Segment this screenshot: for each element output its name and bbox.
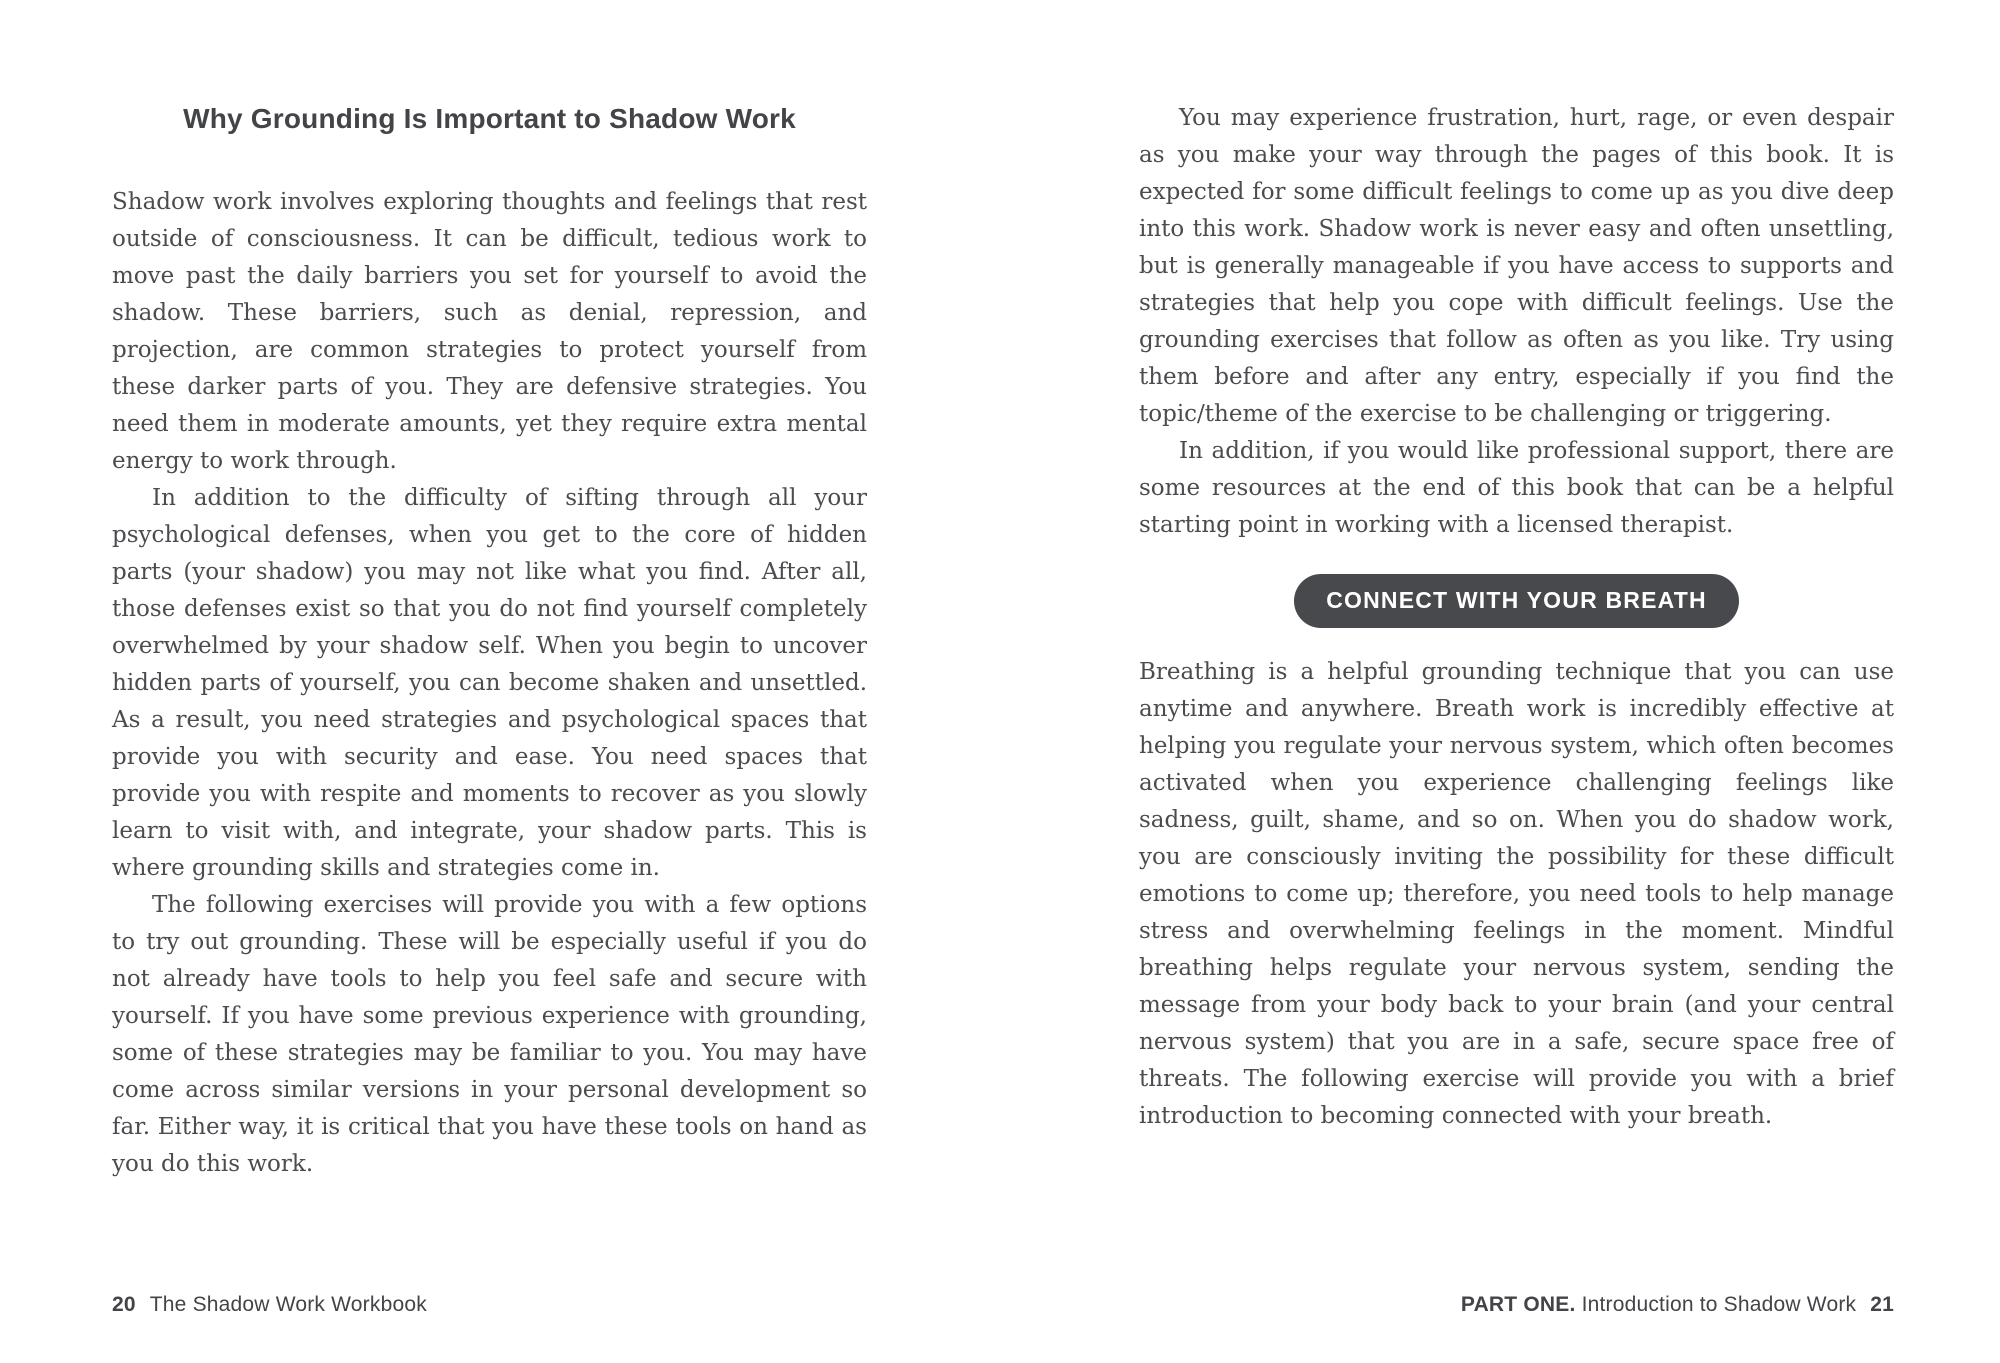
exercise-title-badge: CONNECT WITH YOUR BREATH: [1294, 574, 1739, 628]
page-footer-left: [112, 1293, 427, 1317]
page-right-content: [1000, 0, 2000, 1135]
page-number: 20: [112, 1293, 136, 1316]
section-title: Introduction to Shadow Work: [1581, 1293, 1857, 1316]
body-paragraph: In addition, if you would like professional support, there are some resources at the end of this book that can be a helpful starting point in working with a licensed therapist.: [1139, 438, 1894, 538]
body-paragraph: Shadow work involves exploring thoughts and feelings that rest outside of consciousness. It can be difficult, tedious work to move past the daily barriers you set for yourself to avoid the shadow. These barriers, such as denial, repression, and projection, are common strategies to protect yourself from these darker parts of you. They are defensive strategies. You need them in moderate amounts, yet they require extra mental energy to work through.: [112, 189, 867, 474]
page-footer-right: [1461, 1293, 1894, 1317]
page-right: [1000, 0, 2000, 1363]
body-paragraph: The following exercises will provide you with a few options to try out grounding. These will be especially useful if you do not already have tools to help you feel safe and secure with yourself. If you have some previous experience with grounding, some of these strategies may be familiar to you. You may have come across similar versions in your personal development so far. Either way, it is critical that you have these tools on hand as you do this work.: [112, 892, 867, 1177]
page-left-content: [0, 0, 1000, 1183]
book-title: The Shadow Work Workbook: [149, 1293, 427, 1316]
page-number: 21: [1870, 1293, 1894, 1316]
badge-row: [1139, 574, 1894, 628]
body-paragraph: In addition to the difficulty of sifting through all your psychological defenses, when you get to the core of hidden parts (your shadow) you may not like what you find. After all, those defenses exist so that you do not find yourself completely overwhelmed by your shadow self. When you begin to uncover hidden parts of yourself, you can become shaken and unsettled. As a result, you need strategies and psychological spaces that provide you with security and ease. You need spaces that provide you with respite and moments to recover as you slowly learn to visit with, and integrate, your shadow parts. This is where grounding skills and strategies come in.: [112, 485, 867, 881]
body-paragraph: Breathing is a helpful grounding technique that you can use anytime and anywhere. Breath work is incredibly effective at helping you regulate your nervous system, which often becomes activated when you experience challenging feelings like sadness, guilt, shame, and so on. When you do shadow work, you are consciously inviting the possibility for these difficult emotions to come up; therefore, you need tools to help manage stress and overwhelming feelings in the moment. Mindful breathing helps regulate your nervous system, sending the message from your body back to your brain (and your central nervous system) that you are in a safe, secure space free of threats. The following exercise will provide you with a brief introduction to becoming connected with your breath.: [1139, 659, 1894, 1129]
part-label: PART ONE.: [1460, 1293, 1576, 1316]
section-heading: Why Grounding Is Important to Shadow Work: [183, 103, 796, 134]
body-paragraph: You may experience frustration, hurt, rage, or even despair as you make your way through the pages of this book. It is expected for some difficult feelings to come up as you dive deep into this work. Shadow work is never easy and often unsettling, but is generally manageable if you have access to supports and strategies that help you cope with difficult feelings. Use the grounding exercises that follow as often as you like. Try using them before and after any entry, especially if you find the topic/theme of the exercise to be challenging or triggering.: [1139, 105, 1894, 427]
